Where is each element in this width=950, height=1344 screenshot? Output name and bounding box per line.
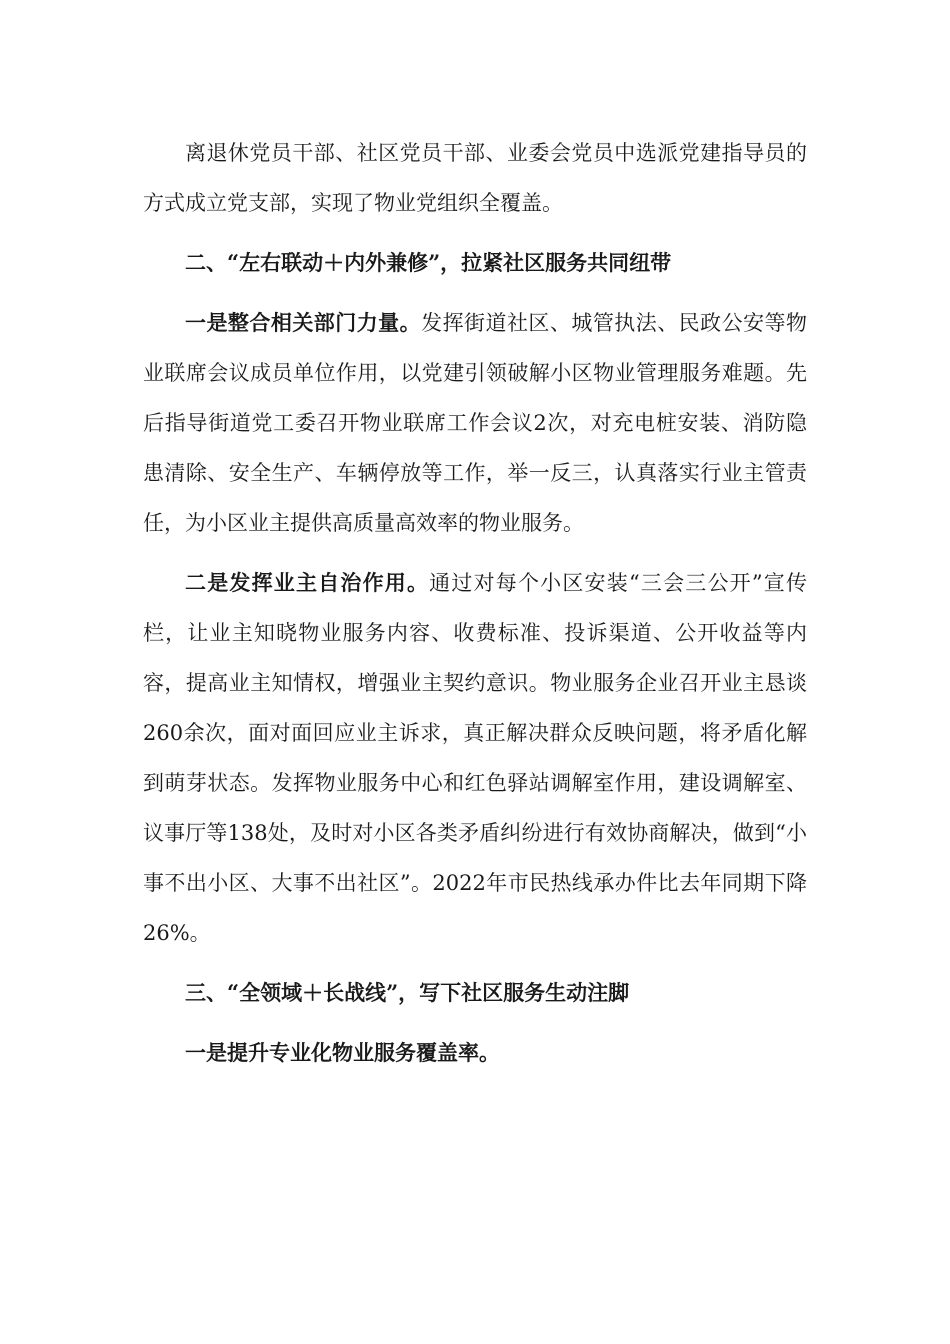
paragraph-owner-autonomy bbox=[143, 558, 807, 958]
document-body bbox=[143, 128, 807, 1088]
paragraph-party-branch-coverage bbox=[143, 128, 807, 228]
paragraph-text: 发挥街道社区、城管执法、民政公安等物业联席会议成员单位作用，以党建引领破解小区物业管理服务难题。先后指导街道党工委召开物业联席工作会议2次，对充电桩安装、消防隐患清除、安全生产、车辆停放等工作，举一反三，认真落实行业主管责任，为小区业主提供高质量高效率的物业服务。 bbox=[143, 311, 808, 535]
subheading-professional-coverage: 一是提升专业化物业服务覆盖率。 bbox=[185, 1040, 500, 1065]
paragraph-lead: 二是发挥业主自治作用。 bbox=[185, 570, 430, 595]
section-heading-two: 二、“左右联动＋内外兼修”，拉紧社区服务共同纽带 bbox=[185, 250, 672, 275]
paragraph-text: 通过对每个小区安装“三会三公开”宣传栏，让业主知晓物业服务内容、收费标准、投诉渠道、公开收益等内容，提高业主知情权，增强业主契约意识。物业服务企业召开业主恳谈260余次，面对面回应业主诉求，真正解决群众反映问题，将矛盾化解到萌芽状态。发挥物业服务中心和红色驿站调解室作用，建设调解室、议事厅等138处，及时对小区各类矛盾纠纷进行有效协商解决，做到“小事不出小区、大事不出社区”。2022年市民热线承办件比去年同期下降26%。 bbox=[143, 571, 807, 945]
paragraph-integrate-departments bbox=[143, 298, 807, 548]
paragraph-text: 离退休党员干部、社区党员干部、业委会党员中选派党建指导员的方式成立党支部，实现了物业党组织全覆盖。 bbox=[143, 141, 807, 215]
paragraph-lead: 一是整合相关部门力量。 bbox=[185, 310, 422, 335]
section-heading-three: 三、“全领域＋长战线”，写下社区服务生动注脚 bbox=[185, 980, 630, 1005]
